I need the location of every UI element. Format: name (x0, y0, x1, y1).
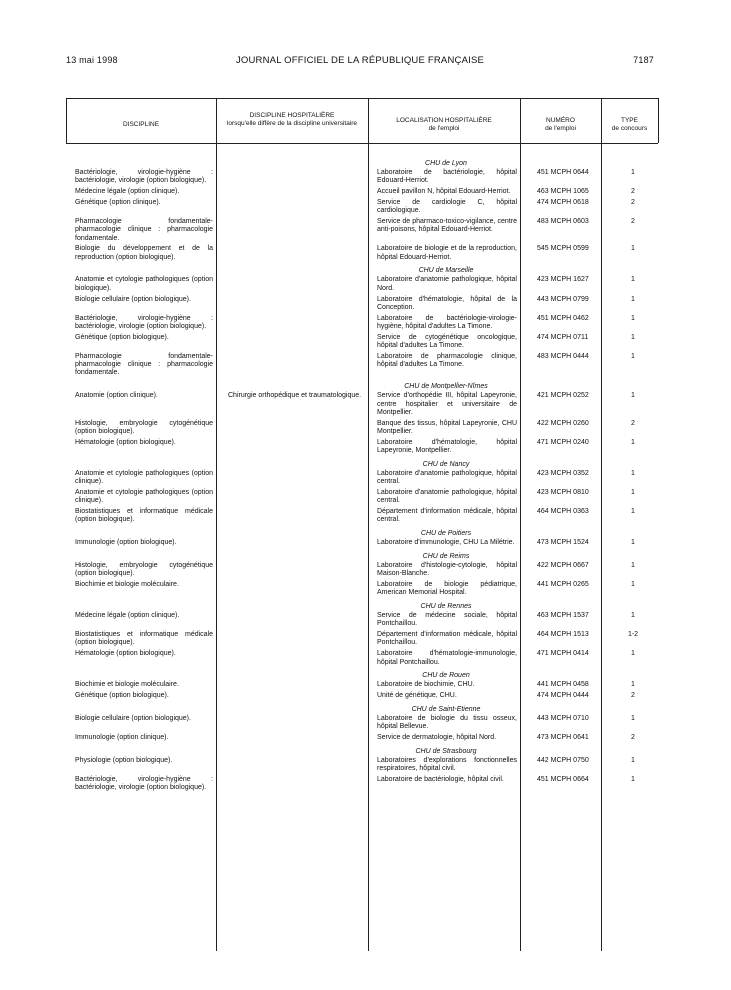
type-cell: 1 (631, 169, 635, 176)
numero-cell: 471 MCPH 0240 (537, 438, 589, 446)
table-row (66, 392, 658, 417)
type-cell: 1 (631, 756, 635, 764)
localisation-cell: Laboratoire de biologie pédiatrique, American Memorial Hospital. (377, 580, 517, 597)
discipline-cell: Bactériologie, virologie-hygiène : bactériologie, virologie (option biologique). (75, 775, 213, 792)
type-cell: 1 (631, 580, 635, 588)
col-header-discipline-hosp: DISCIPLINE HOSPITALIÈRE lorsqu'elle diffère de la discipline universitaire (226, 112, 358, 127)
localisation-cell: Laboratoire de bactériologie-virologie-hygiène, hôpital d'adultes La Timone. (377, 314, 517, 330)
table-row (66, 715, 658, 732)
discipline-cell: Biologie cellulaire (option biologique). (75, 295, 191, 303)
numero-cell: 421 MCPH 0252 (537, 392, 589, 400)
numero-cell: 441 MCPH 0458 (537, 681, 589, 689)
localisation-cell: Département d'information médicale, hôpital Pontchaillou. (377, 631, 517, 647)
type-cell: 2 (631, 692, 635, 700)
table-right-border (658, 98, 659, 143)
numero-cell: 473 MCPH 0641 (537, 734, 589, 742)
type-cell: 1 (631, 314, 635, 322)
table-row (66, 199, 658, 216)
table-row (66, 188, 658, 196)
localisation-cell: Département d'information médicale, hôpital central. (377, 508, 517, 524)
table-row (66, 776, 658, 793)
type-cell: 1 (631, 469, 635, 477)
discipline-cell: Anatomie et cytologie pathologiques (option clinique). (75, 488, 213, 505)
numero-cell: 545 MCPH 0599 (537, 245, 589, 253)
table-row (66, 245, 658, 262)
numero-cell: 463 MCPH 1065 (537, 188, 589, 196)
numero-cell: 483 MCPH 0444 (537, 352, 589, 360)
table-row (66, 439, 658, 456)
header-journal-title: JOURNAL OFFICIEL DE LA RÉPUBLIQUE FRANÇAISE (235, 55, 485, 66)
table-row (66, 681, 658, 689)
table-row (66, 276, 658, 293)
type-cell: 2 (631, 198, 635, 206)
discipline-cell: Physiologie (option biologique). (75, 756, 173, 764)
city-heading: CHU de Saint-Etienne (411, 705, 481, 713)
localisation-cell: Laboratoire de biologie et de la reproduction, hôpital Edouard-Herriot. (377, 245, 517, 261)
table-row (66, 757, 658, 774)
discipline-cell: Bactériologie, virologie-hygiène : bactériologie, virologie (option biologique). (75, 169, 213, 185)
discipline-cell: Anatomie et cytologie pathologiques (option biologique). (75, 276, 213, 292)
numero-cell: 443 MCPH 0799 (537, 295, 589, 303)
header-page-number: 7187 (633, 55, 654, 65)
hospital-discipline-cell: Chirurgie orthopédique et traumatologique. (228, 392, 362, 400)
table-row (66, 470, 658, 487)
discipline-cell: Pharmacologie fondamentale-pharmacologie clinique : pharmacologie fondamentale. (75, 352, 213, 377)
discipline-cell: Génétique (option biologique). (75, 692, 169, 700)
numero-cell: 423 MCPH 1627 (537, 276, 589, 284)
discipline-cell: Histologie, embryologie cytogénétique (option biologique). (75, 561, 213, 578)
numero-cell: 483 MCPH 0603 (537, 217, 589, 225)
type-cell: 1 (631, 276, 635, 284)
table-row (66, 218, 658, 243)
col-header-numero: NUMÉRO de l'emploi (545, 117, 576, 132)
discipline-cell: Génétique (option biologique). (75, 333, 169, 341)
table-body (66, 157, 658, 795)
localisation-cell: Laboratoire d'anatomie pathologique, hôpital central. (377, 469, 517, 486)
table-row (66, 334, 658, 351)
city-heading: CHU de Marseille (418, 267, 474, 275)
localisation-cell: Laboratoire de biochimie, CHU. (377, 681, 475, 689)
type-cell: 1 (631, 392, 635, 400)
discipline-cell: Hématologie (option biologique). (75, 650, 176, 658)
discipline-cell: Médecine légale (option clinique). (75, 188, 180, 196)
localisation-cell: Service de dermatologie, hôpital Nord. (377, 734, 497, 742)
numero-cell: 464 MCPH 1513 (537, 631, 589, 639)
localisation-cell: Laboratoire d'hématologie-immunologie, hôpital Pontchaillou. (377, 650, 517, 666)
numero-cell: 422 MCPH 0260 (537, 419, 589, 427)
type-cell: 1 (631, 650, 635, 658)
discipline-cell: Biostatistiques et informatique médicale (option biologique). (75, 631, 213, 647)
page-header (66, 55, 654, 69)
localisation-cell: Laboratoire d'hématologie, hôpital de la Conception. (377, 295, 517, 311)
discipline-cell: Hématologie (option biologique). (75, 438, 176, 446)
city-heading: CHU de Reims (422, 552, 470, 560)
table-row (66, 650, 658, 667)
numero-cell: 471 MCPH 0414 (537, 650, 589, 658)
discipline-cell: Biologie du développement et de la reproduction (option biologique). (75, 245, 213, 261)
localisation-cell: Service de pharmaco-toxico-vigilance, centre anti-poisons, hôpital Edouard-Herriot. (377, 217, 517, 234)
type-cell: 1 (631, 333, 635, 341)
table-row (66, 581, 658, 598)
col-header-type: TYPE de concours (611, 117, 648, 132)
discipline-cell: Médecine légale (option clinique). (75, 612, 180, 620)
numero-cell: 441 MCPH 0265 (537, 580, 589, 588)
city-heading: CHU de Rennes (420, 603, 472, 611)
localisation-cell: Laboratoire d'immunologie, CHU La Milétrie. (377, 539, 515, 547)
type-cell: 1 (631, 681, 635, 689)
numero-cell: 464 MCPH 0363 (537, 508, 589, 515)
type-cell: 2 (631, 188, 635, 196)
localisation-cell: Laboratoire de pharmacologie clinique, hôpital d'adultes La Timone. (377, 352, 517, 369)
numero-cell: 463 MCPH 1537 (537, 612, 589, 620)
localisation-cell: Banque des tissus, hôpital Lapeyronie, CHU Montpellier. (377, 419, 517, 435)
city-heading: CHU de Nancy (422, 460, 470, 468)
discipline-cell: Pharmacologie fondamentale-pharmacologie clinique : pharmacologie fondamentale. (75, 217, 213, 242)
numero-cell: 442 MCPH 0750 (537, 756, 589, 764)
table-row (66, 562, 658, 579)
discipline-cell: Biostatistiques et informatique médicale (option biologique). (75, 508, 213, 524)
type-cell: 1 (631, 714, 635, 722)
type-cell: 1 (631, 245, 635, 253)
table-row (66, 169, 658, 186)
city-heading: CHU de Lyon (425, 160, 467, 167)
localisation-cell: Service de médecine sociale, hôpital Pontchaillou. (377, 612, 517, 628)
localisation-cell: Laboratoire d'anatomie pathologique, hôpital central. (377, 488, 517, 505)
table-row (66, 489, 658, 506)
type-cell: 1 (631, 612, 635, 620)
table-header-rule (66, 143, 658, 144)
numero-cell: 451 MCPH 0664 (537, 775, 589, 783)
type-cell: 2 (631, 217, 635, 225)
type-cell: 2 (631, 734, 635, 742)
city-heading: CHU de Montpellier-Nîmes (404, 383, 488, 391)
table-row (66, 353, 658, 378)
numero-cell: 474 MCPH 0711 (537, 333, 589, 341)
col-header-discipline: DISCIPLINE (122, 121, 160, 128)
discipline-cell: Immunologie (option clinique). (75, 734, 169, 742)
discipline-cell: Immunologie (option biologique). (75, 539, 177, 547)
col-header-localisation: LOCALISATION HOSPITALIÈRE de l'emploi (396, 117, 492, 132)
city-heading: CHU de Poitiers (420, 530, 472, 538)
localisation-cell: Accueil pavillon N, hôpital Edouard-Herriot. (377, 188, 511, 196)
localisation-cell: Service de cardiologie C, hôpital cardiologique. (377, 198, 517, 215)
discipline-cell: Biochimie et biologie moléculaire. (75, 681, 179, 689)
localisation-cell: Service de cytogénétique oncologique, hôpital d'adultes La Timone. (377, 333, 517, 350)
table-row (66, 631, 658, 648)
numero-cell: 443 MCPH 0710 (537, 714, 589, 722)
localisation-cell: Laboratoire d'anatomie pathologique, hôpital Nord. (377, 276, 517, 292)
discipline-cell: Biochimie et biologie moléculaire. (75, 580, 179, 588)
type-cell: 1-2 (627, 631, 639, 639)
city-heading: CHU de Strasbourg (415, 747, 477, 755)
header-date: 13 mai 1998 (66, 55, 118, 65)
type-cell: 1 (631, 508, 635, 515)
table-row (66, 508, 658, 525)
discipline-cell: Génétique (option clinique). (75, 198, 161, 206)
numero-cell: 423 MCPH 0810 (537, 488, 589, 496)
localisation-cell: Laboratoire d'hématologie, hôpital Lapeyronie, Montpellier. (377, 438, 517, 455)
type-cell: 1 (631, 488, 635, 496)
discipline-cell: Anatomie (option clinique). (75, 392, 158, 400)
table-row (66, 539, 658, 547)
table-row (66, 612, 658, 629)
discipline-cell: Histologie, embryologie cytogénétique (option biologique). (75, 419, 213, 435)
numero-cell: 473 MCPH 1524 (537, 539, 589, 547)
localisation-cell: Laboratoire de bactériologie, hôpital Edouard-Herriot. (377, 169, 517, 185)
numero-cell: 451 MCPH 0462 (537, 314, 589, 322)
localisation-cell: Laboratoire de bactériologie, hôpital civil. (377, 775, 504, 783)
table-row (66, 692, 658, 700)
table-row (66, 296, 658, 313)
numero-cell: 474 MCPH 0618 (537, 198, 589, 206)
discipline-cell: Anatomie et cytologie pathologiques (option clinique). (75, 469, 213, 486)
table-row (66, 315, 658, 332)
localisation-cell: Laboratoire de biologie du tissu osseux, hôpital Bellevue. (377, 714, 517, 731)
table-row (66, 420, 658, 437)
table-top-rule (66, 98, 658, 99)
type-cell: 1 (631, 539, 635, 547)
discipline-cell: Bactériologie, virologie-hygiène : bactériologie, virologie (option biologique). (75, 314, 213, 330)
type-cell: 1 (631, 561, 635, 569)
type-cell: 1 (631, 438, 635, 446)
type-cell: 2 (631, 419, 635, 427)
localisation-cell: Laboratoires d'explorations fonctionnelles respiratoires, hôpital civil. (377, 756, 517, 773)
localisation-cell: Unité de génétique, CHU. (377, 692, 457, 700)
numero-cell: 474 MCPH 0444 (537, 692, 589, 700)
type-cell: 1 (631, 775, 635, 783)
numero-cell: 423 MCPH 0352 (537, 469, 589, 477)
table-row (66, 734, 658, 742)
city-heading: CHU de Rouen (422, 672, 470, 680)
localisation-cell: Laboratoire d'histologie-cytologie, hôpital Maison-Blanche. (377, 561, 517, 578)
numero-cell: 422 MCPH 0667 (537, 561, 589, 569)
numero-cell: 451 MCPH 0644 (537, 169, 589, 176)
type-cell: 1 (631, 295, 635, 303)
type-cell: 1 (631, 352, 635, 360)
discipline-cell: Biologie cellulaire (option biologique). (75, 714, 191, 722)
localisation-cell: Service d'orthopédie III, hôpital Lapeyronie, centre hospitalier et universitaire de Montpellier. (377, 392, 517, 416)
